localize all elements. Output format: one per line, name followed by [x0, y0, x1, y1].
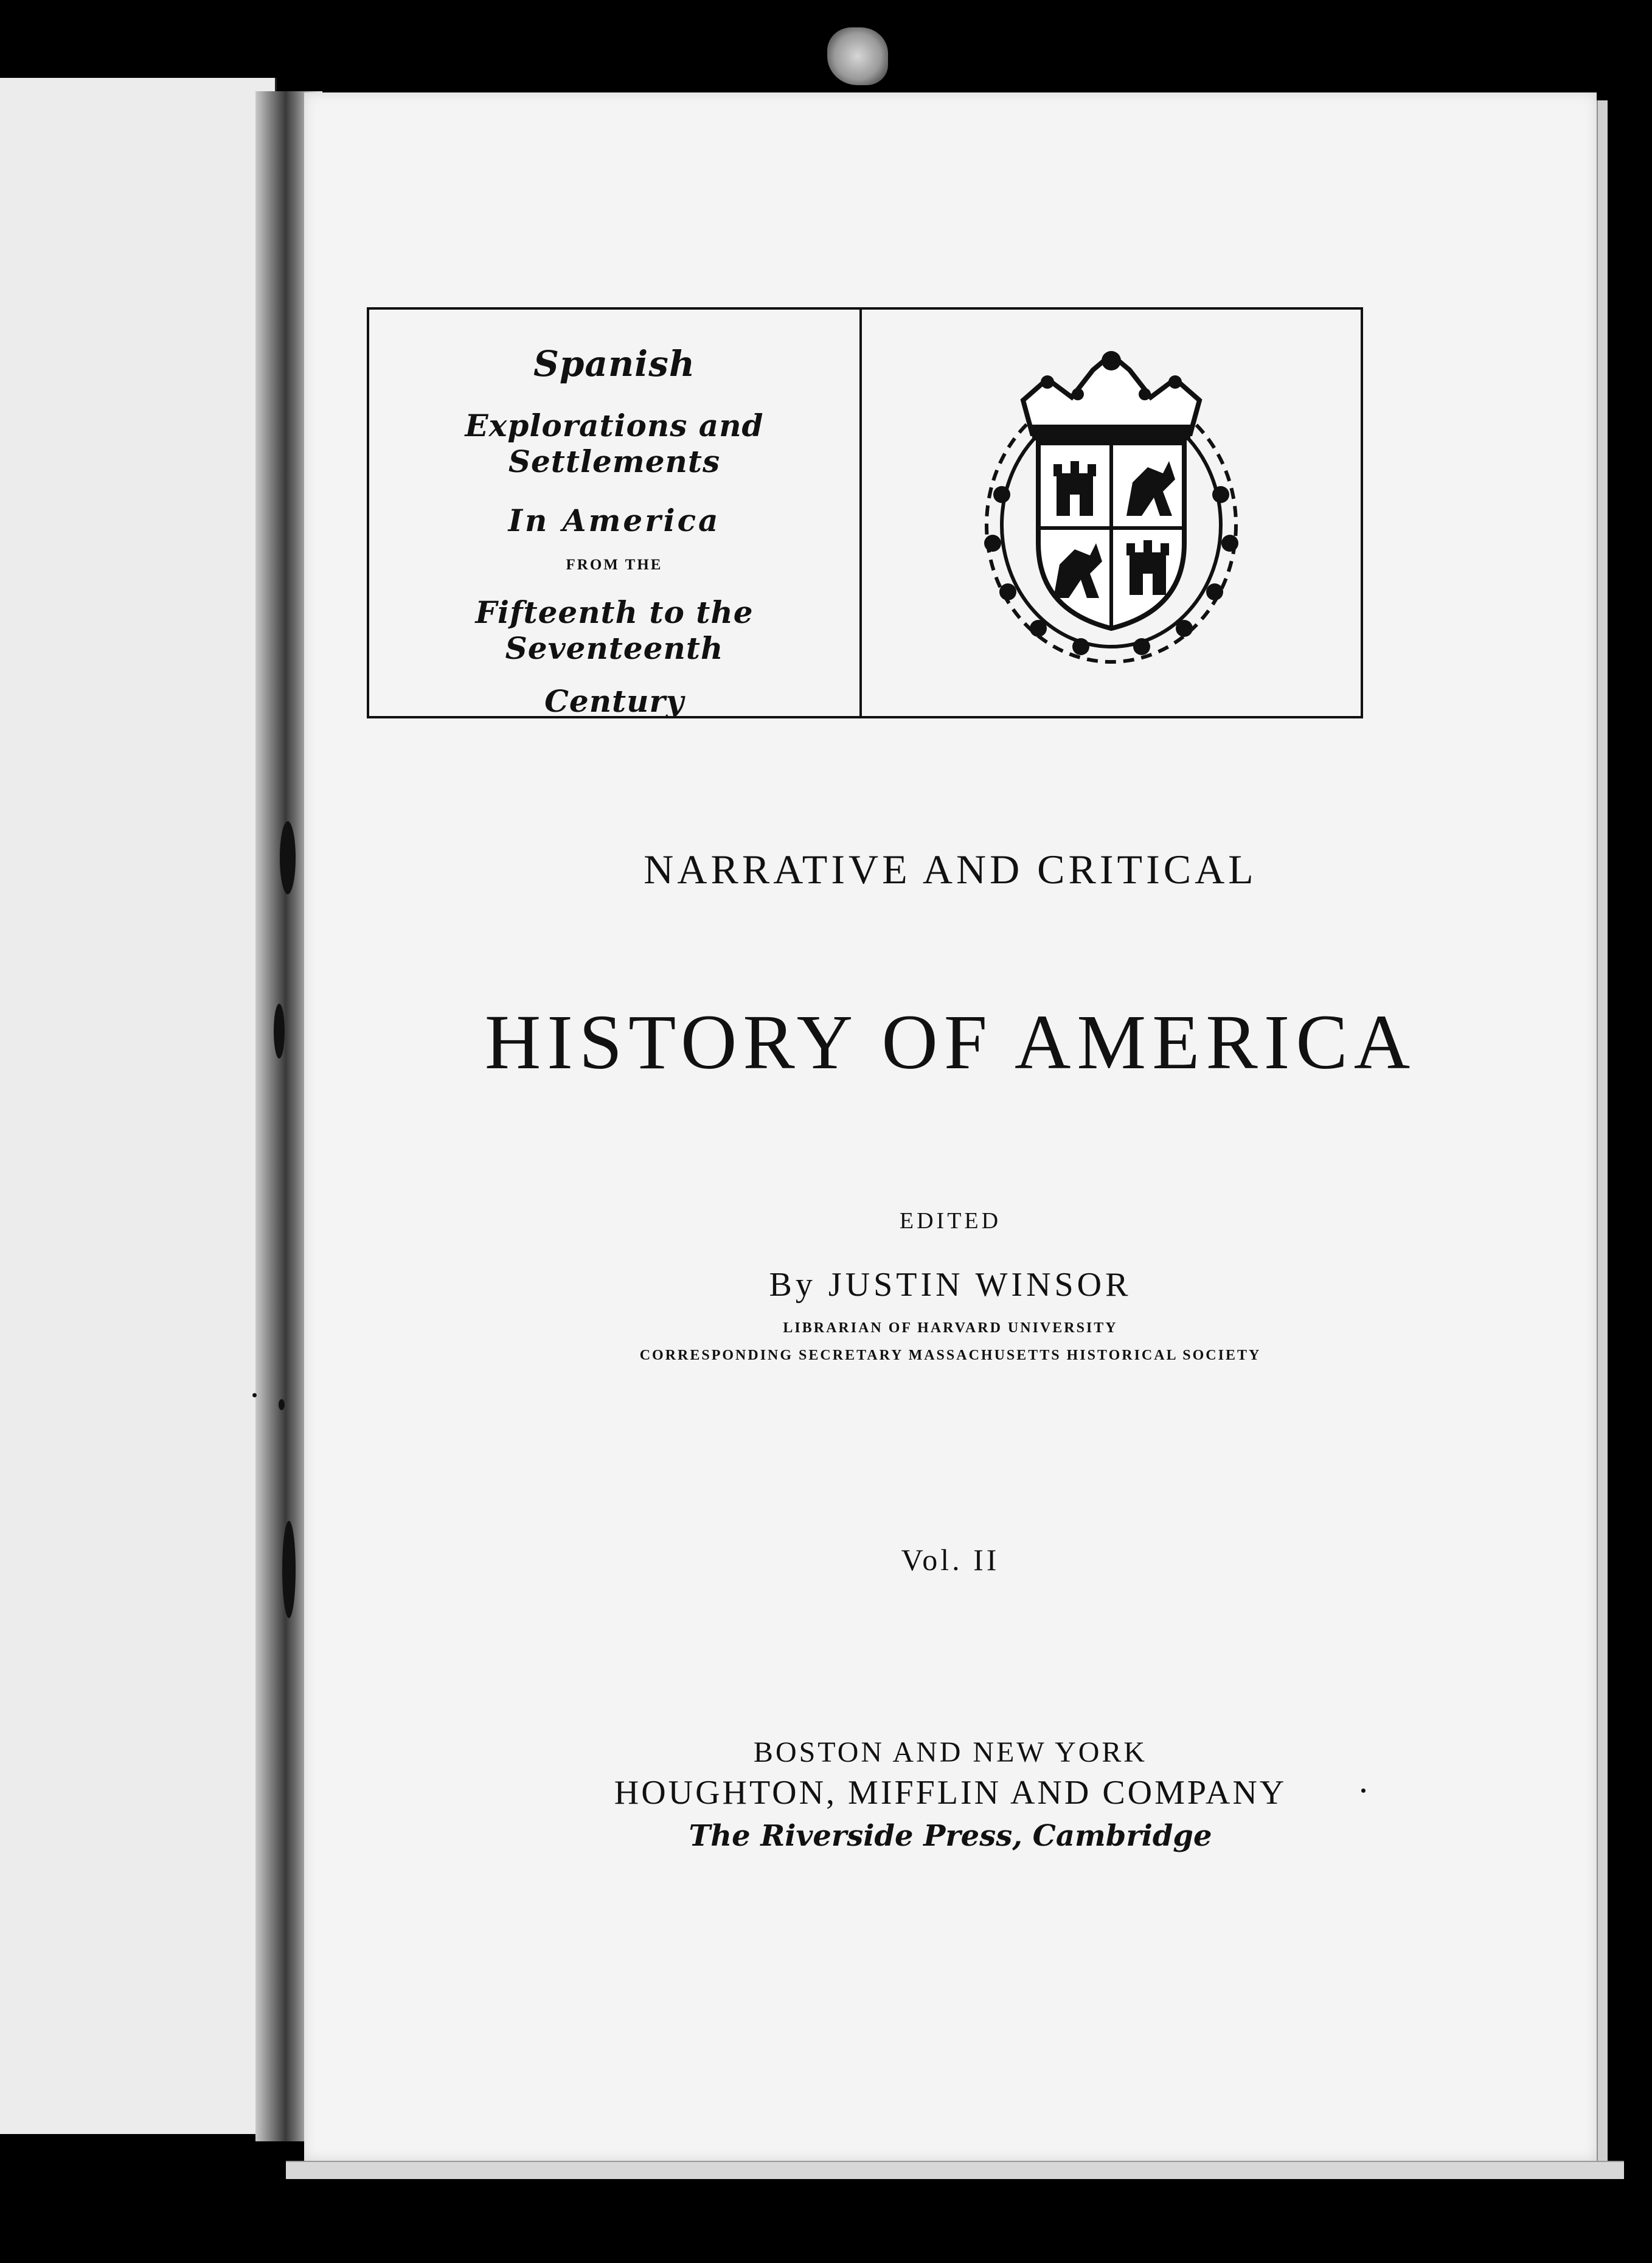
editor-byline: By JUSTIN WINSOR — [769, 1266, 1132, 1304]
scan-speck — [252, 1393, 257, 1397]
editor-affiliation-1: LIBRARIAN OF HARVARD UNIVERSITY — [783, 1320, 1118, 1336]
main-title: HISTORY OF AMERICA — [484, 999, 1417, 1085]
page-edge-bottom — [286, 2161, 1624, 2179]
series-line-3: In America — [508, 502, 721, 538]
publisher-city: BOSTON AND NEW YORK — [753, 1736, 1148, 1768]
series-line-1: Spanish — [533, 343, 696, 384]
gutter-stain — [274, 1004, 285, 1058]
volume-number: Vol. II — [901, 1543, 1000, 1577]
emblem-cell — [862, 310, 1361, 716]
over-title: NARRATIVE AND CRITICAL — [644, 846, 1257, 892]
paper-tab — [827, 27, 888, 85]
gutter-stain — [280, 821, 296, 894]
series-line-2: Explorations and Settlements — [465, 408, 764, 479]
edited-label: EDITED — [899, 1208, 1002, 1234]
gutter-stain — [282, 1521, 296, 1618]
publisher-press: The Riverside Press, Cambridge — [689, 1819, 1212, 1853]
series-line-6: Century — [544, 683, 684, 719]
spanish-coat-of-arms-icon — [965, 342, 1257, 683]
left-page — [0, 78, 277, 2134]
page-edge-right — [1597, 100, 1608, 2169]
series-line-4: FROM THE — [566, 557, 663, 573]
gutter-stain — [279, 1399, 285, 1410]
scan-speck — [1361, 1788, 1366, 1793]
series-line-5: Fifteenth to the Seventeenth — [475, 594, 754, 666]
series-title — [369, 310, 862, 719]
editor-affiliation-2: CORRESPONDING SECRETARY MASSACHUSETTS HISTORICAL SOCIETY — [639, 1347, 1262, 1363]
publisher-name: HOUGHTON, MIFFLIN AND COMPANY — [614, 1774, 1287, 1812]
series-box — [367, 307, 1363, 718]
